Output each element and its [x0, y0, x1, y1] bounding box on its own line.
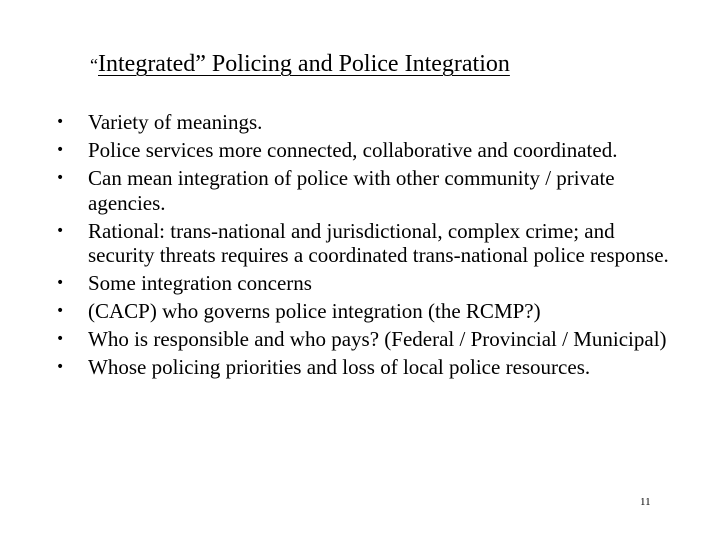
bullet-icon: • — [56, 359, 65, 375]
bullet-icon: • — [56, 331, 65, 347]
bullet-item-community-agencies — [56, 166, 676, 215]
bullet-icon: • — [56, 303, 65, 319]
bullet-text: Variety of meanings. — [88, 110, 263, 134]
bullet-text: Can mean integration of police with other community / private agencies. — [88, 166, 615, 215]
bullet-item-variety — [56, 110, 676, 135]
bullet-item-rational — [56, 219, 676, 268]
bullet-icon: • — [56, 142, 65, 158]
title-open-quote: “ — [90, 55, 98, 75]
bullet-text: Rational: trans-national and jurisdictional, complex crime; and security threats requires a coordinated trans-national police response. — [88, 218, 669, 267]
bullet-list — [56, 110, 676, 383]
bullet-text: Some integration concerns — [88, 271, 312, 295]
bullet-icon: • — [56, 170, 65, 186]
bullet-item-concerns — [56, 271, 676, 296]
bullet-text: Whose policing priorities and loss of local police resources. — [88, 355, 591, 379]
bullet-icon: • — [56, 114, 65, 130]
bullet-text: (CACP) who governs police integration (the RCMP?) — [88, 299, 541, 323]
bullet-item-priorities — [56, 355, 676, 380]
bullet-item-connected — [56, 138, 676, 163]
slide-title — [90, 52, 510, 76]
bullet-text: Who is responsible and who pays? (Federal / Provincial / Municipal) — [88, 327, 667, 351]
bullet-text: Police services more connected, collaborative and coordinated. — [88, 138, 618, 162]
bullet-icon: • — [56, 275, 65, 291]
page-number: 11 — [640, 496, 651, 508]
title-text: Integrated” Policing and Police Integration — [98, 51, 510, 77]
bullet-icon: • — [56, 222, 65, 239]
bullet-item-who-pays — [56, 327, 676, 352]
bullet-item-cacp — [56, 299, 676, 324]
